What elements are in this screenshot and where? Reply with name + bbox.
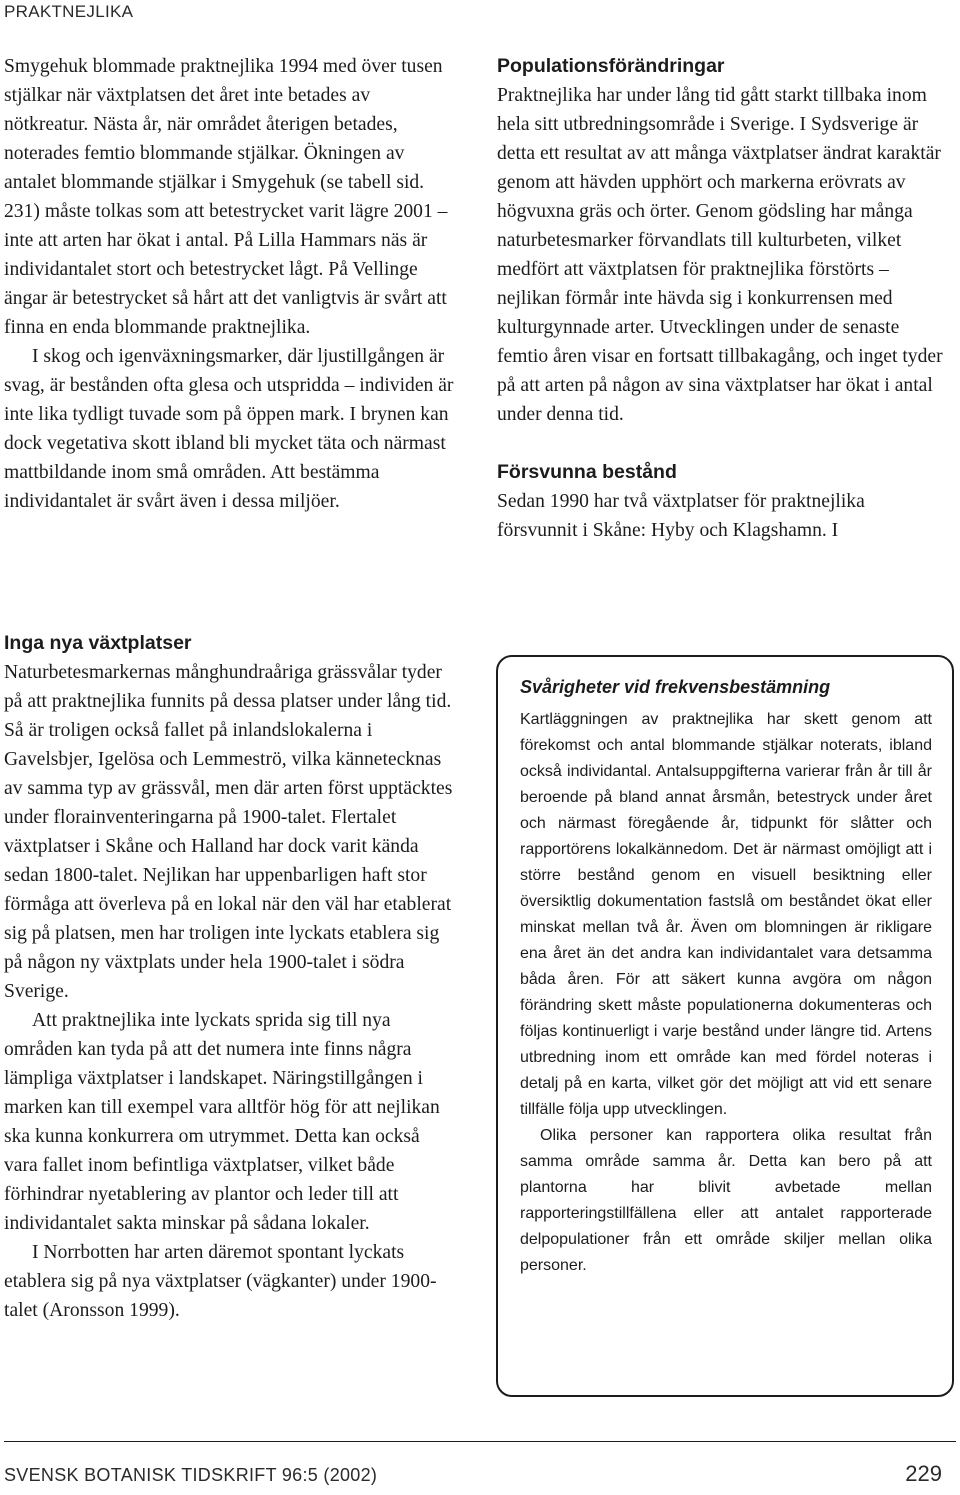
paragraph-skog: I skog och igenväxningsmarker, där ljustillgången är svag, är bestånden ofta glesa och utspridda – individen är inte lika tydligt tuvade som på öppen mark. I brynen kan dock vegetativa skott ibland bli mycket täta och närmast mattbildande inom små områden. Att bestämma individantalet är svårt även i dessa miljöer. xyxy=(4,346,454,512)
left-column-top xyxy=(4,52,456,516)
footer-rule xyxy=(4,1441,956,1442)
paragraph-smygehuk: Smygehuk blommade praktnejlika 1994 med över tusen stjälkar när växtplatsen det året inte betades av nötkreatur. Nästa år, när området återigen betades, noterades femtio blommande stjälkar. Ökningen av antalet blommande stjälkar i Smygehuk (se tabell sid. 231) måste tolkas som att betestrycket varit lägre 2001 – inte att arten har ökat i antal. På Lilla Hammars näs är individantalet stort och betestrycket lågt. På Vellinge ängar är betestrycket så hårt att det vanligtvis är svårt att finna en enda blommande praktnejlika. xyxy=(4,56,448,338)
footer-journal: SVENSK BOTANISK TIDSKRIFT 96:5 (2002) xyxy=(4,1465,378,1485)
paragraph-naturbetesmarker: Naturbetesmarkernas månghundraåriga grässvålar tyder på att praktnejlika funnits på dessa platser under lång tid. Så är troligen också fallet på inlandslokalerna i Gavelsbjer, Igelösa och Lemmeströ, vilka kännetecknas av samma typ av grässvål, men där arten först upptäcktes under florainventeringarna på 1900-talet. Flertalet växtplatser i Skåne och Halland har dock varit kända sedan 1800-talet. Nejlikan har uppenbarligen haft stor förmåga att överleva på en lokal när den väl har etablerat sig på platsen, men har troligen inte lyckats etablera sig på någon ny växtplats under hela 1900-talet i södra Sverige. xyxy=(4,662,453,1002)
paragraph-forsvunna-bestand: Sedan 1990 har två växtplatser för praktnejlika försvunnit i Skåne: Hyby och Klagshamn. I xyxy=(497,491,865,541)
page-number: 229 xyxy=(905,1461,942,1486)
section-spacer xyxy=(497,429,949,458)
sidebar-box xyxy=(496,655,954,1397)
paragraph-populationsforandringar: Praktnejlika har under lång tid gått starkt tillbaka inom hela sitt utbredningsområde i Sverige. I Sydsverige är detta ett resultat av att många växtplatser ändrat karaktär genom att hävden upphört och markerna erövrats av högvuxna gräs och örter. Genom gödsling har många naturbetesmarker förvandlats till kulturbeten, vilket medfört att växtplatsen för praktnejlika förstörts – nejlikan förmår inte hävda sig i konkurrensen med kulturgynnade arter. Utvecklingen under de senaste femtio åren visar en fortsatt tillbakagång, och inget tyder på att arten på någon av sina växtplatser har ökat i antal under denna tid. xyxy=(497,85,943,425)
left-column-bottom xyxy=(4,629,456,1325)
heading-populationsforandringar: Populationsförändringar xyxy=(497,55,725,77)
box-paragraph-olika-personer: Olika personer kan rapportera olika resultat från samma område samma år. Detta kan bero på att plantorna har blivit avbetade mellan rapporteringstillfällena eller att antalet rapporterade delpopulationer från ett område skiljer mellan olika personer. xyxy=(520,1127,932,1274)
running-head: PRAKTNEJLIKA xyxy=(4,2,134,21)
right-column-top xyxy=(497,52,949,545)
paragraph-spridning: Att praktnejlika inte lyckats sprida sig till nya områden kan tyda på att det numera inte finns några lämpliga växtplatser i landskapet. Näringstillgången i marken kan till exempel vara alltför hög för att nejlikan ska kunna konkurrera om utrymmet. Detta kan också vara fallet inom befintliga växtplatser, vilket både förhindrar nyetablering av plantor och leder till att individantalet sakta minskar på sådana lokaler. xyxy=(4,1010,440,1234)
heading-inga-nya-vaxtplatser: Inga nya växtplatser xyxy=(4,632,192,654)
paragraph-norrbotten: I Norrbotten har arten däremot spontant lyckats etablera sig på nya växtplatser (vägkanter) under 1900-talet (Aronsson 1999). xyxy=(4,1242,437,1321)
box-paragraph-kartlaggning: Kartläggningen av praktnejlika har skett genom att förekomst och antal blommande stjälkar noterats, ibland också individantal. Antalsuppgifterna varierar från år till år beroende på bland annat årsmån, betestryck under året och närmast föregående år, tidpunkt för slåtter och rapportörens lokalkännedom. Det är närmast omöjligt att i större bestånd genom en visuell besiktning eller översiktlig dokumentation fastslå om beståndet ökat eller minskat mellan två år. Även om blomningen är rikligare ena året än det andra kan individantalet vara detsamma båda åren. För att säkert kunna avgöra om någon förändring skett måste populationerna dokumenteras och följas kontinuerligt i varje bestånd under längre tid. Artens utbredning inom ett område kan med fördel noteras i detalj på en karta, vilket gör det möjligt att vid ett senare tillfälle följa upp utvecklingen. xyxy=(520,711,932,1118)
box-title: Svårigheter vid frekvensbestämning xyxy=(520,677,831,697)
heading-forsvunna-bestand: Försvunna bestånd xyxy=(497,461,677,483)
